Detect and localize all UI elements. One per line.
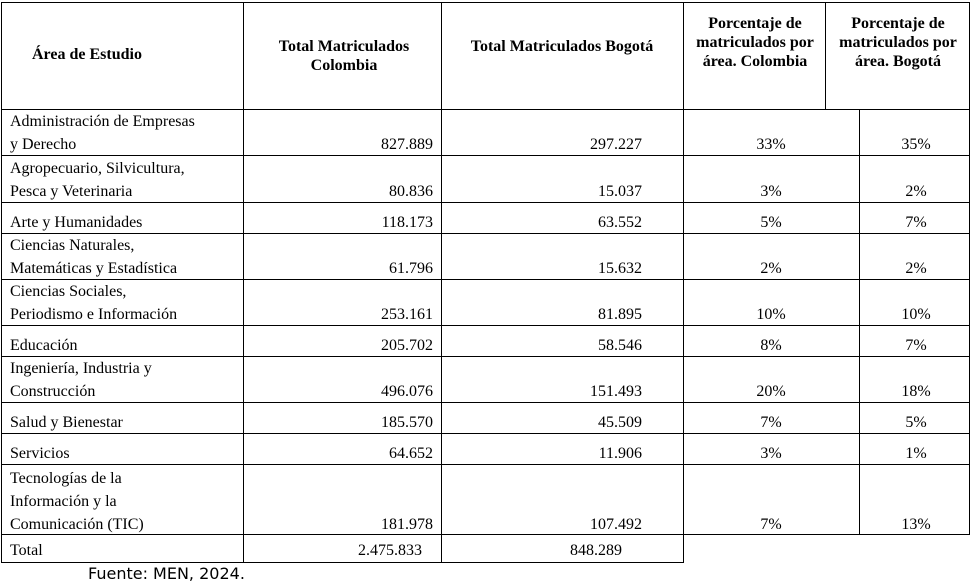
row-area-label: Servicios bbox=[10, 445, 70, 462]
row-pct-colombia: 5% bbox=[760, 214, 782, 231]
grid-hline bbox=[1, 279, 969, 280]
row-pct-bogota: 13% bbox=[901, 516, 931, 533]
row-total-colombia: 80.836 bbox=[389, 183, 433, 200]
total-label: Total bbox=[10, 542, 43, 559]
row-total-colombia: 118.173 bbox=[381, 214, 433, 231]
row-area-label: Salud y Bienestar bbox=[10, 414, 123, 431]
row-area-label: Educación bbox=[10, 337, 78, 354]
row-pct-bogota: 7% bbox=[905, 214, 927, 231]
row-area-label: Ciencias Sociales, Periodismo e Información bbox=[10, 283, 178, 323]
grid-hline bbox=[1, 325, 969, 326]
row-total-colombia: 61.796 bbox=[389, 260, 433, 277]
row-pct-bogota: 2% bbox=[905, 260, 927, 277]
grid-hline bbox=[1, 464, 969, 465]
grid-left-border bbox=[1, 2, 2, 563]
row-total-bogota: 15.037 bbox=[598, 183, 642, 200]
grid-hline bbox=[1, 155, 969, 156]
row-pct-colombia: 7% bbox=[760, 414, 782, 431]
row-total-colombia: 181.978 bbox=[381, 516, 433, 533]
row-pct-bogota: 7% bbox=[905, 337, 927, 354]
grid-hline bbox=[1, 202, 969, 203]
grid-header-bottom bbox=[1, 109, 969, 110]
row-total-bogota: 151.493 bbox=[590, 383, 642, 400]
row-total-colombia: 185.570 bbox=[381, 414, 433, 431]
row-total-bogota: 63.552 bbox=[598, 214, 642, 231]
grid-vline bbox=[441, 2, 442, 563]
row-total-colombia: 496.076 bbox=[381, 383, 433, 400]
header-total-colombia: Total Matriculados Colombia bbox=[278, 38, 410, 74]
grid-right-border bbox=[969, 2, 970, 535]
grid-hline bbox=[1, 402, 969, 403]
row-area-label: Ingeniería, Industria y Construcción bbox=[10, 360, 152, 400]
row-pct-bogota: 1% bbox=[905, 445, 927, 462]
row-area-label: Arte y Humanidades bbox=[10, 214, 143, 231]
row-total-bogota: 15.632 bbox=[598, 260, 642, 277]
grid-vline bbox=[859, 109, 860, 535]
row-total-bogota: 11.906 bbox=[598, 445, 642, 462]
row-total-bogota: 58.546 bbox=[598, 337, 642, 354]
grid-hline bbox=[1, 356, 969, 357]
row-pct-bogota: 18% bbox=[901, 383, 931, 400]
row-pct-bogota: 2% bbox=[905, 183, 927, 200]
row-total-colombia: 64.652 bbox=[389, 445, 433, 462]
row-total-colombia: 253.161 bbox=[381, 306, 433, 323]
row-pct-colombia: 8% bbox=[760, 337, 782, 354]
total-bogota: 848.289 bbox=[570, 542, 622, 559]
row-total-bogota: 81.895 bbox=[598, 306, 642, 323]
grid-vline bbox=[825, 2, 826, 109]
row-pct-colombia: 7% bbox=[760, 516, 782, 533]
grid-last-row-bottom bbox=[1, 534, 969, 535]
grid-top-border bbox=[1, 2, 969, 3]
row-pct-colombia: 3% bbox=[760, 445, 782, 462]
grid-hline bbox=[1, 433, 969, 434]
row-pct-bogota: 10% bbox=[901, 306, 931, 323]
row-pct-colombia: 3% bbox=[760, 183, 782, 200]
row-total-bogota: 45.509 bbox=[598, 414, 642, 431]
header-total-bogota: Total Matriculados Bogotá bbox=[470, 38, 654, 55]
row-total-bogota: 297.227 bbox=[590, 136, 642, 153]
header-area: Área de Estudio bbox=[32, 46, 142, 63]
row-pct-colombia: 2% bbox=[760, 260, 782, 277]
row-area-label: Administración de Empresas y Derecho bbox=[10, 113, 195, 153]
row-pct-bogota: 5% bbox=[905, 414, 927, 431]
row-total-bogota: 107.492 bbox=[590, 516, 642, 533]
row-total-colombia: 205.702 bbox=[381, 337, 433, 354]
grid-hline bbox=[1, 233, 969, 234]
row-total-colombia: 827.889 bbox=[381, 136, 433, 153]
header-pct-colombia: Porcentaje de matriculados por área. Colombia bbox=[696, 15, 814, 70]
row-area-label: Ciencias Naturales, Matemáticas y Estadística bbox=[10, 237, 178, 277]
row-area-label: Agropecuario, Silvicultura, Pesca y Veterinaria bbox=[10, 160, 185, 200]
grid-vline bbox=[243, 2, 244, 563]
grid-vline bbox=[683, 2, 684, 563]
row-pct-bogota: 35% bbox=[901, 136, 931, 153]
total-colombia: 2.475.833 bbox=[358, 542, 422, 559]
header-pct-bogota: Porcentaje de matriculados por área. Bogotá bbox=[839, 15, 957, 70]
row-pct-colombia: 20% bbox=[756, 383, 786, 400]
row-pct-colombia: 33% bbox=[756, 136, 786, 153]
source-note: Fuente: MEN, 2024. bbox=[88, 564, 245, 583]
row-area-label: Tecnologías de la Información y la Comunicación (TIC) bbox=[10, 470, 144, 533]
row-pct-colombia: 10% bbox=[756, 306, 786, 323]
